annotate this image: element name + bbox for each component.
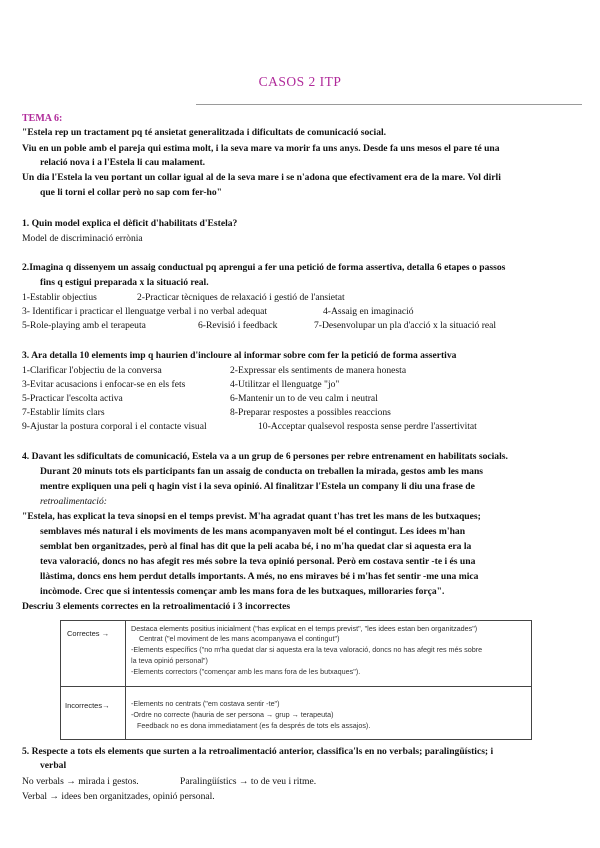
feedback-quote-6: incòmode. Crec que si intentessis començar amb les mans fora de les butxaques, milloraries força".: [40, 586, 445, 597]
incorrect-item-3: Feedback no es dona immediatament (es fa després de tots els assajos).: [137, 721, 371, 730]
element-1: 1-Clarificar l'objectiu de la conversa: [22, 365, 162, 376]
feedback-table: [60, 620, 532, 740]
question-4-line-1: 4. Davant les sdificultats de comunicació, Estela va a un grup de 6 persones per rebre entrenament en habilitats socials.: [22, 451, 508, 462]
step-1: 1-Establir objectius: [22, 292, 97, 303]
question-2-line-2: fins q estigui preparada x la situació real.: [40, 277, 209, 288]
step-3: 3- Identificar i practicar el llenguatge verbal i no verbal adequat: [22, 306, 268, 317]
table-row-divider: [61, 686, 531, 687]
element-8: 8-Preparar respostes a possibles reaccions: [230, 407, 391, 418]
case-line-2: Viu en un poble amb el pareja qui estima molt, i la seva mare va morir fa uns anys. Desde fa uns mesos el pare té una: [22, 143, 500, 154]
correct-label: Correctes →: [67, 629, 110, 638]
element-7: 7-Establir límits clars: [22, 407, 105, 418]
case-line-5: que li torni el collar però no sap com fer-ho": [40, 187, 222, 198]
question-4-line-4: retroalimentació:: [40, 496, 107, 507]
question-3: 3. Ara detalla 10 elements imp q haurien d'incloure al informar sobre com fer la petició de forma assertiva: [22, 350, 457, 361]
section-heading: TEMA 6:: [22, 113, 63, 124]
case-line-3: relació nova i a l'Estela li cau malament.: [40, 157, 206, 168]
question-1: 1. Quin model explica el dèficit d'habilitats d'Estela?: [22, 218, 238, 229]
correct-item-5: -Elements correctors ("començar amb les mans fora de les butxaques").: [131, 667, 361, 676]
feedback-quote-2: semblaves més natural i els moviments de les mans acompanyaven molt bé el contingut. Les idees m'han: [40, 526, 466, 537]
element-2: 2-Expressar els sentiments de manera honesta: [230, 365, 407, 376]
correct-item-1: Destaca elements positius inicialment ("has explicat en el temps previst", "les idees estan ben organitzades"): [131, 624, 478, 633]
step-7: 7-Desenvolupar un pla d'acció x la situació real: [314, 320, 497, 331]
case-line-1: "Estela rep un tractament pq té ansietat generalitzada i dificultats de comunicació social.: [22, 127, 387, 138]
title-divider: [196, 104, 582, 105]
element-6: 6-Mantenir un to de veu calm i neutral: [230, 393, 378, 404]
answer-5-nonverbal: No verbals → mirada i gestos.: [22, 776, 139, 787]
correct-item-4: la teva opinió personal"): [131, 656, 208, 665]
question-4-line-3: mentre expliquen una peli q hagin vist i la seva opinió. Al finalitzar l'Estela un company li diu una frase de: [40, 481, 475, 492]
feedback-quote-5: llàstima, doncs ens hem perdut detalls importants. A més, no ens miraves bé i m'has fet sentir -me una mica: [40, 571, 479, 582]
question-2-line-1: 2.Imagina q dissenyem un assaig conductual pq aprengui a fer una petició de forma assertiva, detalla 6 etapes o passos: [22, 262, 506, 273]
element-3: 3-Evitar acusacions i enfocar-se en els fets: [22, 379, 186, 390]
feedback-quote-3: semblat ben organitzades, però al final has dit que la peli acaba bé, i no m'ha quedat clar si aquesta era la: [40, 541, 472, 552]
incorrect-label: Incorrectes→: [65, 701, 110, 710]
correct-item-3: -Elements específics ("no m'ha quedat clar si aquesta era la teva valoració, doncs no has afegit res més sobre: [131, 645, 483, 654]
question-4-line-2: Durant 20 minuts tots els participants fan un assaig de conducta on treballen la mirada, gestos amb les mans: [40, 466, 484, 477]
incorrect-item-2: -Ordre no correcte (hauria de ser persona → grup → terapeuta): [131, 710, 334, 719]
element-4: 4-Utilitzar el llenguatge "jo": [230, 379, 340, 390]
answer-1: Model de discriminació errònia: [22, 233, 143, 244]
case-line-4: Un dia l'Estela la veu portant un collar igual al de la seva mare i se n'adona que efectivament era de la mare. Vol dirli: [22, 172, 501, 183]
step-5: 5-Role-playing amb el terapeuta: [22, 320, 146, 331]
page-title: CASOS 2 ITP: [258, 74, 342, 89]
step-4: 4-Assaig en imaginació: [323, 306, 414, 317]
answer-5-paralinguistic: Paralingüístics → to de veu i ritme.: [180, 776, 317, 787]
step-6: 6-Revisió i feedback: [198, 320, 278, 331]
element-10: 10-Acceptar qualsevol resposta sense perdre l'assertivitat: [258, 421, 477, 432]
question-5-line-2: verbal: [40, 760, 67, 771]
feedback-quote-1: "Estela, has explicat la teva sinopsi en el temps previst. M'ha agradat quant t'has tret les mans de les butxaques;: [22, 511, 481, 522]
answer-5-verbal: Verbal → idees ben organitzades, opinió personal.: [22, 791, 215, 802]
element-9: 9-Ajustar la postura corporal i el contacte visual: [22, 421, 207, 432]
incorrect-item-1: -Elements no centrats ("em costava sentir -te"): [131, 699, 280, 708]
element-5: 5-Practicar l'escolta activa: [22, 393, 123, 404]
correct-item-2: Centrat ("el moviment de les mans acompanyava el contingut"): [139, 634, 340, 643]
question-5-line-1: 5. Respecte a tots els elements que surten a la retroalimentació anterior, classifica'ls en no verbals; paralingüístics; i: [22, 746, 494, 757]
feedback-quote-4: teva valoració, doncs no has afegit res més sobre la teva opinió personal. Però em costava sentir -te i és una: [40, 556, 476, 567]
step-2: 2-Practicar tècniques de relaxació i gestió de l'ansietat: [137, 292, 345, 303]
table-column-divider: [125, 621, 126, 739]
question-4-instruction: Descriu 3 elements correctes en la retroalimentació i 3 incorrectes: [22, 601, 291, 612]
